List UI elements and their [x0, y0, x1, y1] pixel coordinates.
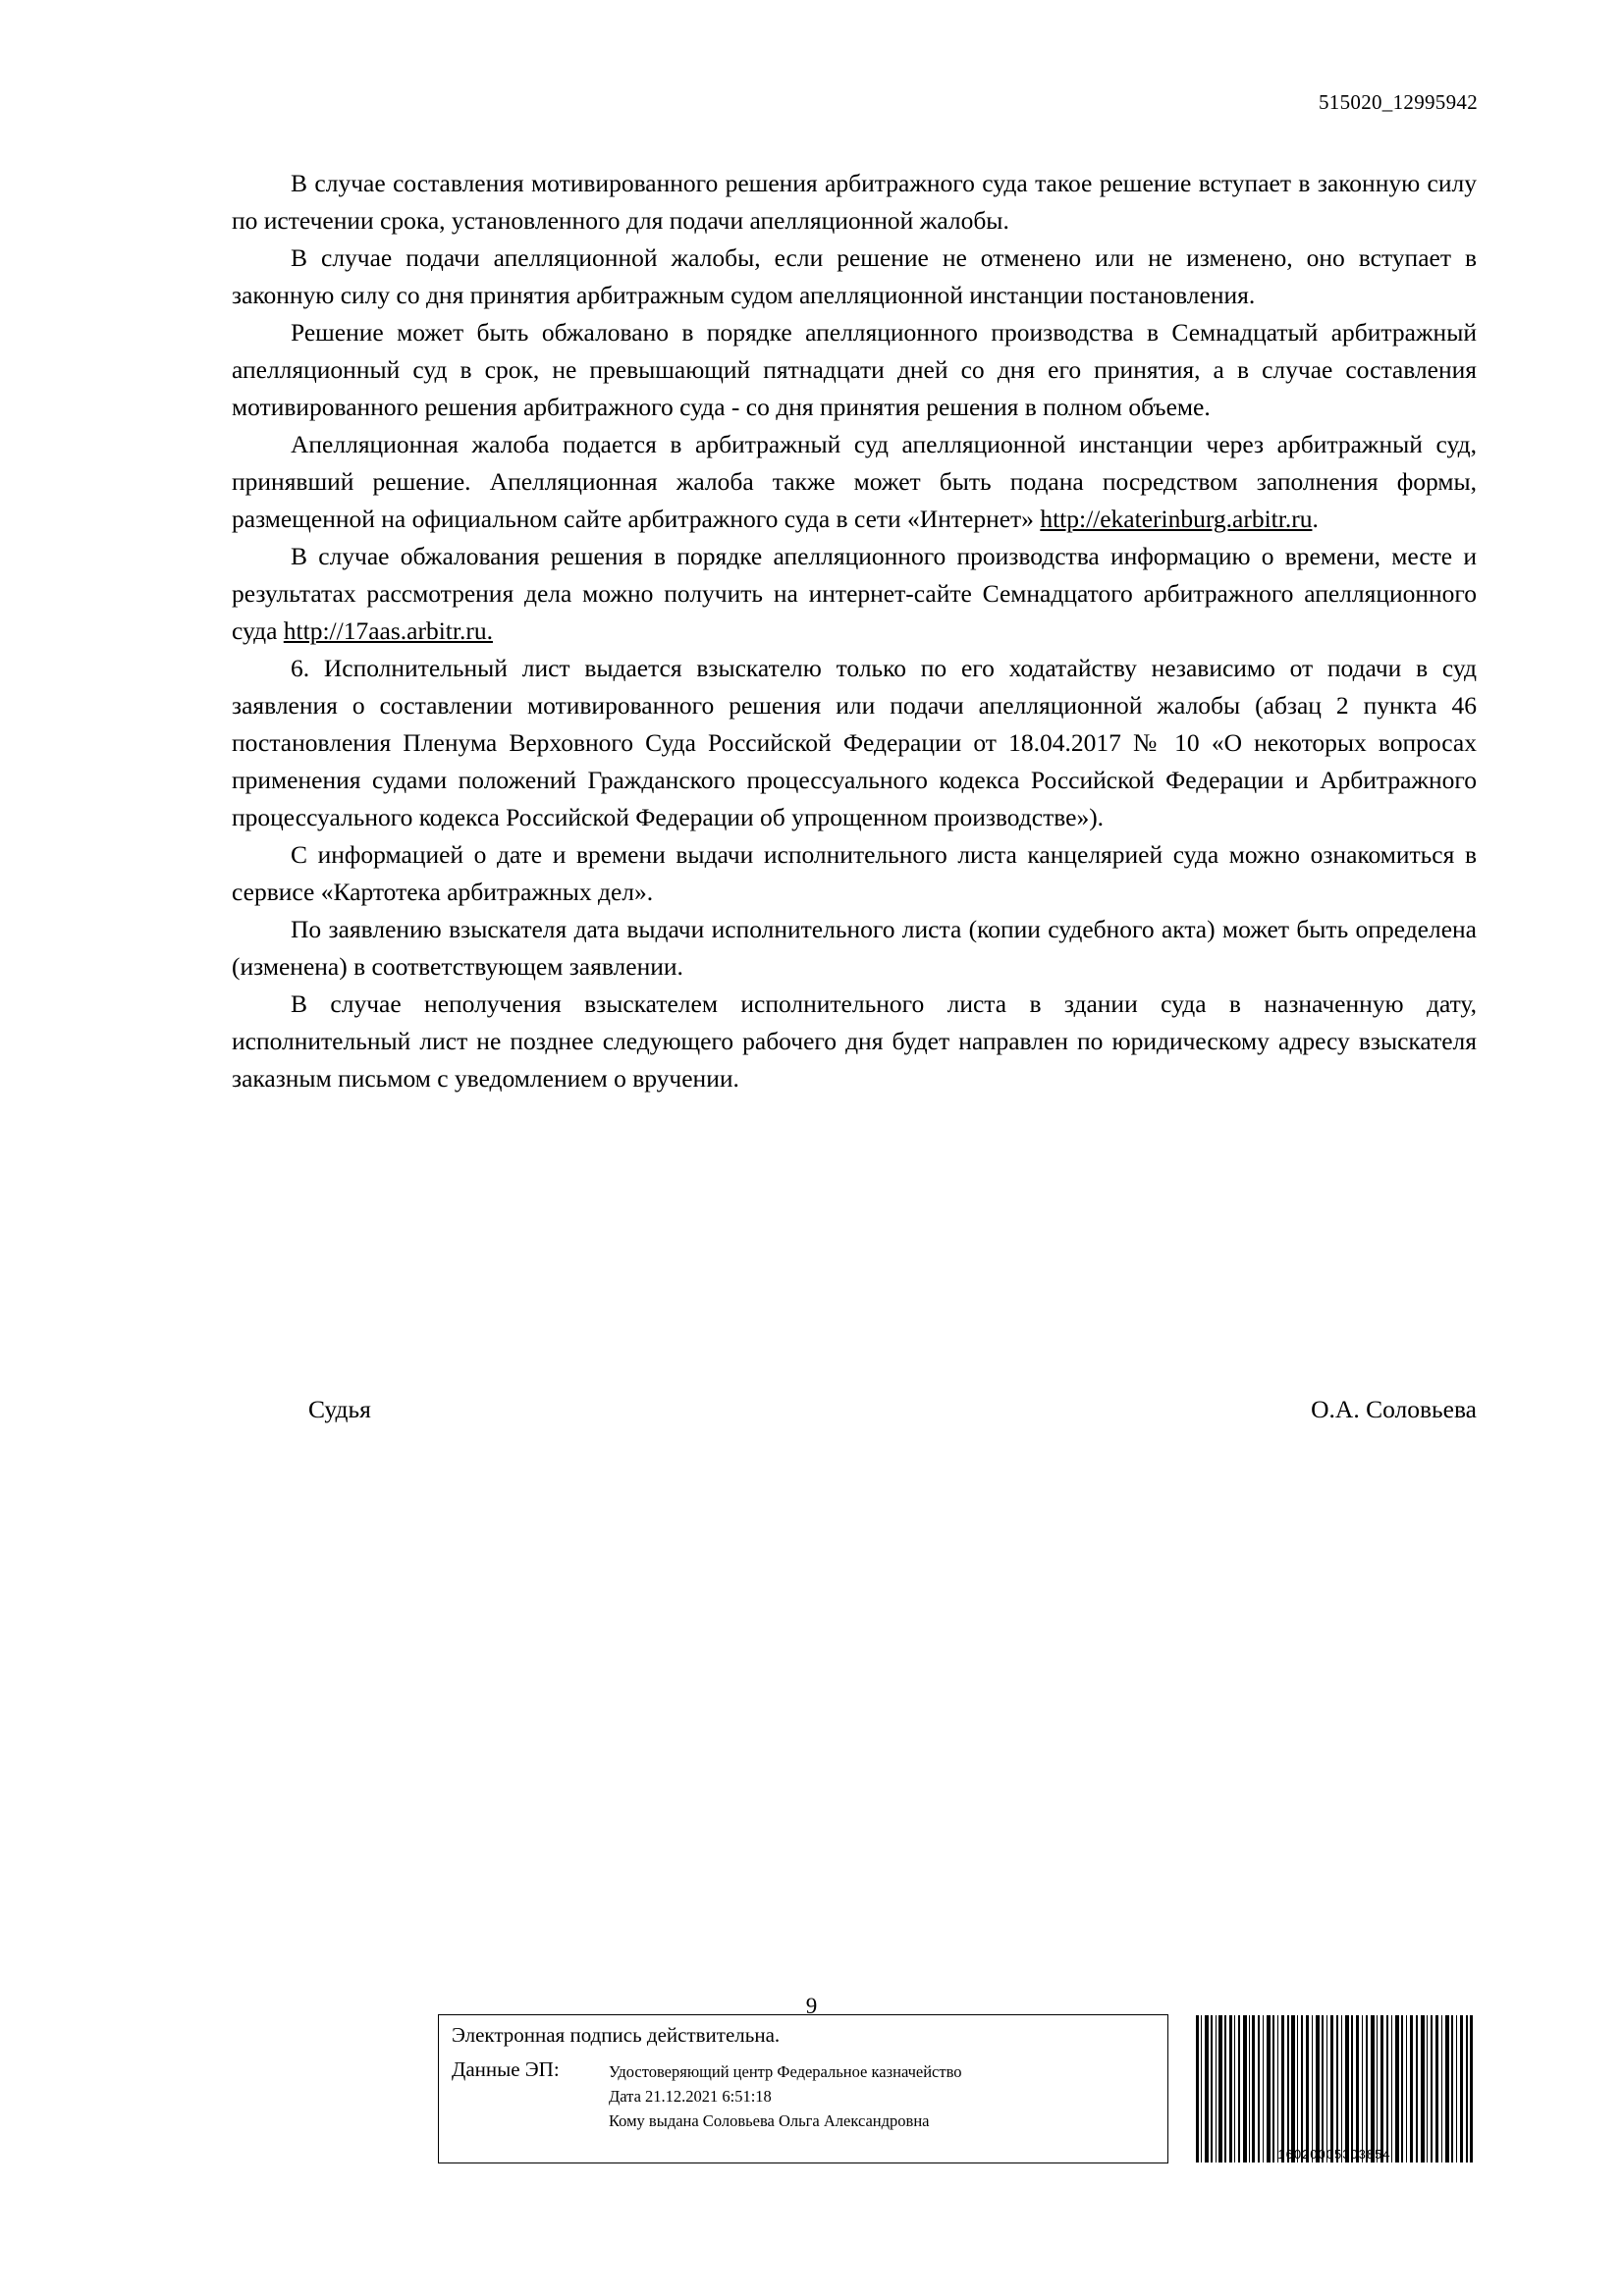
- paragraph-appeal-filing: [232, 426, 1477, 538]
- stamp-holder: Кому выдана Соловьева Ольга Александровна: [609, 2111, 930, 2130]
- appeal-info-text: В случае обжалования решения в порядке апелляционного производства информацию о времени, месте и результатах рассмотрения дела можно получить на интернет-сайте Семнадцатого арбитражного апелляционного суда: [232, 542, 1477, 645]
- barcode: [1194, 2015, 1475, 2163]
- stamp-issuer: Удостоверяющий центр Федеральное казначейство: [609, 2062, 962, 2081]
- document-code: 515020_12995942: [1319, 90, 1478, 114]
- paragraph-executive-sheet: 6. Исполнительный лист выдается взыскателю только по его ходатайству независимо от подачи в суд заявления о составлении мотивированного решения или подачи апелляционной жалобы (абзац 2 пункта 46 постановления Пленума Верховного Суда Российской Федерации от 18.04.2017 № 10 «О некоторых вопросах применения судами положений Гражданского процессуального кодекса Российской Федерации и Арбитражного процессуального кодекса Российской Федерации об упрощенном производстве»).: [232, 654, 1477, 831]
- appeal-text-part1: Апелляционная жалоба подается в арбитражный суд апелляционной инстанции через арбитражный суд, принявший решение. Апелляционная жалоба также может быть подана посредством заполнения формы, размещенной на официальном сайте арбитражного суда в сети «Интернет»: [232, 430, 1477, 533]
- ekaterinburg-arbitr-link[interactable]: http://ekaterinburg.arbitr.ru: [1040, 505, 1313, 533]
- signature-role: Судья: [308, 1395, 371, 1423]
- page-number: 9: [805, 1994, 818, 2018]
- stamp-details: [609, 2059, 962, 2133]
- paragraph-registry-info: С информацией о дате и времени выдачи исполнительного листа канцелярией суда можно ознакомиться в сервисе «Картотека арбитражных дел».: [232, 840, 1477, 906]
- paragraph-1: В случае составления мотивированного решения арбитражного суда такое решение вступает в законную силу по истечении срока, установленного для подачи апелляционной жалобы.: [232, 169, 1477, 235]
- seventeenth-aas-link[interactable]: http://17aas.arbitr.ru.: [283, 616, 493, 645]
- electronic-signature-stamp: [438, 2014, 1184, 2166]
- stamp-date: Дата 21.12.2021 6:51:18: [609, 2087, 772, 2106]
- paragraph-non-receipt: В случае неполучения взыскателем исполнительного листа в здании суда в назначенную дату, исполнительный лист не позднее следующего рабочего дня будет направлен по юридическому адресу взыскателя заказным письмом с уведомлением о вручении.: [232, 989, 1477, 1093]
- paragraph-appeal-info: [232, 538, 1477, 650]
- paragraph-3: Решение может быть обжаловано в порядке апелляционного производства в Семнадцатый арбитражный апелляционный суд в срок, не превышающий пятнадцати дней со дня его принятия, а в случае составления мотивированного решения арбитражного суда - со дня принятия решения в полном объеме.: [232, 318, 1477, 421]
- paragraph-2: В случае подачи апелляционной жалобы, если решение не отменено или не изменено, оно вступает в законную силу со дня принятия арбитражным судом апелляционной инстанции постановления.: [232, 243, 1477, 309]
- appeal-text-part2: .: [1312, 505, 1319, 533]
- paragraph-issue-date: По заявлению взыскателя дата выдачи исполнительного листа (копии судебного акта) может быть определена (изменена) в соответствующем заявлении.: [232, 915, 1477, 981]
- signature-name: О.А. Соловьева: [1311, 1395, 1477, 1423]
- barcode-number: 16020005303854: [1277, 2147, 1391, 2162]
- stamp-title: Электронная подпись действительна.: [452, 2023, 781, 2047]
- stamp-label: Данные ЭП:: [452, 2057, 560, 2081]
- document-body: [232, 165, 1477, 1097]
- signature-block: [232, 1395, 1477, 1424]
